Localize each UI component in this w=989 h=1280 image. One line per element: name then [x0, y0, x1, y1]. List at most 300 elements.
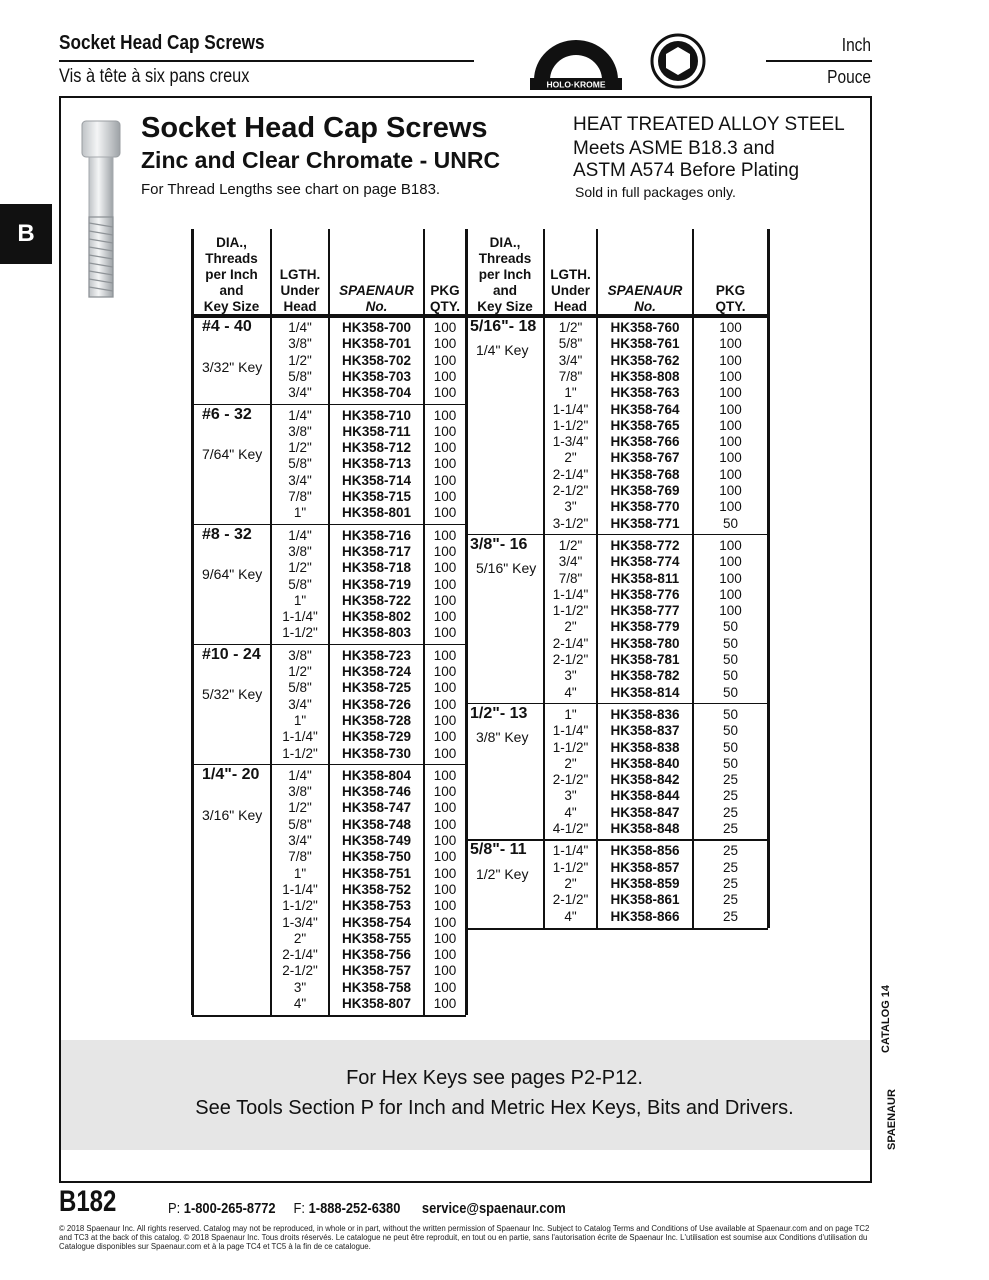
table-bottom-rule [192, 1015, 466, 1017]
row-qty: 100 [433, 963, 457, 979]
table-header-length: LGTH. [279, 267, 321, 282]
row-qty: 100 [719, 352, 742, 368]
row-length: 7/8" [288, 489, 312, 504]
row-length: 7/8" [558, 368, 583, 384]
row-part-number: HK358-751 [341, 865, 412, 881]
notice-box [61, 1040, 870, 1150]
row-part-number: HK358-838 [610, 739, 680, 755]
row-qty: 50 [722, 515, 739, 531]
row-length: 1/2" [288, 800, 312, 816]
row-part-number: HK358-729 [341, 729, 412, 745]
section-tab: B [0, 204, 52, 264]
group-diameter: 1/4"- 20 [202, 765, 260, 783]
row-qty: 100 [433, 560, 457, 576]
group-key-size: 3/8" Key [476, 729, 529, 746]
spec-material: HEAT TREATED ALLOY STEEL [573, 114, 845, 135]
group-diameter: 5/8"- 11 [470, 841, 527, 859]
row-part-number: HK358-763 [610, 385, 680, 401]
row-qty: 100 [433, 745, 457, 761]
row-length: 1" [293, 712, 307, 728]
row-qty: 100 [433, 930, 457, 946]
row-qty: 100 [719, 466, 742, 482]
row-length: 4" [293, 996, 307, 1011]
group-diameter: #10 - 24 [202, 645, 261, 663]
row-part-number: HK358-776 [610, 586, 680, 602]
row-length: 3/8" [288, 647, 312, 663]
row-length: 2" [564, 450, 577, 466]
screw-image [80, 117, 124, 302]
row-qty: 100 [433, 527, 457, 543]
holo-krome-logo [528, 32, 624, 92]
row-qty: 100 [433, 898, 457, 914]
row-part-number: HK358-814 [610, 684, 680, 700]
row-qty: 100 [719, 603, 742, 619]
table-header-dia: per Inch [205, 267, 258, 282]
fax-label: F: [293, 1200, 306, 1217]
table-header-dia: per Inch [478, 267, 532, 282]
row-part-number: HK358-856 [610, 843, 680, 859]
row-qty: 100 [433, 816, 457, 832]
row-length: 3/4" [288, 696, 312, 712]
row-part-number: HK358-702 [341, 352, 412, 368]
row-length: 4" [564, 684, 577, 700]
column-rule [270, 229, 272, 1015]
row-length: 1" [293, 865, 307, 881]
row-qty: 100 [719, 570, 742, 586]
row-part-number: HK358-779 [610, 619, 680, 635]
group-key-size: 3/32" Key [202, 358, 263, 375]
table-header-dia: and [219, 283, 244, 298]
row-part-number: HK358-804 [341, 767, 412, 783]
row-qty: 100 [433, 576, 457, 592]
row-length: 3/4" [558, 554, 583, 570]
table-header-rule [466, 314, 768, 316]
column-rule [767, 229, 770, 928]
row-part-number: HK358-728 [341, 712, 412, 728]
group-key-size: 5/32" Key [202, 686, 263, 703]
legal-text: © 2018 Spaenaur Inc. All rights reserved. Catalog may not be reproduced, in whole or in part, without the written permission of Spaenaur Inc. Subject to Catalog Terms and Conditions of Use available at Spaenaur.com and on page TC2 and TC3 at the back of this catalog. © 2018 Spaenaur Inc. Tous droits réservés. Le catalogue ne peut être reproduit, en tout ou en partie, sans l'autorisation écrite de Spaenaur Inc. L'utilisation est soumise aux Conditions d'utilisation du Catalogue disponibles sur Spaenaur.com et à la page TC4 et TC5 à la fin de ce catalogue. [59, 1224, 870, 1251]
row-part-number: HK358-761 [610, 336, 680, 352]
row-length: 1/2" [288, 440, 312, 456]
row-qty: 100 [719, 336, 742, 352]
group-key-size: 9/64" Key [202, 566, 263, 583]
row-part-number: HK358-711 [342, 423, 411, 439]
table-header-part: SPAENAUR [339, 283, 414, 298]
row-length: 1-1/2" [552, 739, 589, 755]
row-length: 2-1/2" [552, 483, 589, 498]
header-title-en: Socket Head Cap Screws [59, 32, 265, 54]
row-length: 1/2" [288, 664, 312, 679]
row-length: 5/8" [288, 680, 312, 696]
row-qty: 50 [722, 684, 739, 700]
row-part-number: HK358-758 [341, 979, 412, 995]
row-qty: 100 [433, 456, 457, 472]
row-qty: 100 [719, 368, 742, 384]
row-length: 1" [293, 505, 307, 521]
row-part-number: HK358-718 [341, 560, 412, 576]
row-part-number: HK358-757 [341, 963, 412, 979]
fax-number: 1-888-252-6380 [308, 1200, 401, 1217]
row-part-number: HK358-808 [610, 368, 680, 384]
row-length: 2-1/2" [552, 892, 589, 908]
row-part-number: HK358-807 [341, 996, 412, 1011]
row-qty: 25 [722, 788, 739, 804]
row-part-number: HK358-774 [610, 554, 680, 570]
row-length: 3/4" [288, 472, 312, 488]
row-length: 1-3/4" [282, 914, 318, 930]
row-qty: 100 [433, 865, 457, 881]
row-qty: 100 [433, 385, 457, 401]
row-length: 3-1/2" [552, 515, 589, 531]
group-diameter: #6 - 32 [202, 405, 252, 423]
group-diameter: 5/16"- 18 [470, 318, 537, 335]
row-qty: 100 [433, 947, 457, 963]
row-part-number: HK358-811 [610, 570, 680, 586]
row-part-number: HK358-715 [341, 489, 412, 504]
row-part-number: HK358-837 [610, 723, 680, 739]
row-qty: 50 [722, 755, 739, 771]
row-part-number: HK358-723 [341, 647, 412, 663]
row-part-number: HK358-803 [341, 625, 412, 641]
row-part-number: HK358-725 [341, 680, 412, 696]
row-part-number: HK358-716 [341, 527, 412, 543]
group-key-size: 3/16" Key [202, 806, 263, 823]
header-unit-en: Inch [841, 35, 871, 55]
group-diameter: #4 - 40 [202, 318, 252, 335]
group-key-size: 7/64" Key [202, 446, 263, 463]
column-rule [191, 229, 194, 1015]
row-length: 2-1/2" [282, 963, 318, 979]
table-header-length: Head [553, 299, 588, 314]
row-length: 3" [564, 668, 577, 684]
row-part-number: HK358-861 [610, 892, 680, 908]
row-qty: 100 [433, 712, 457, 728]
notice-line-1: For Hex Keys see pages P2-P12. [346, 1067, 643, 1089]
phone-number[interactable]: 1-800-265-8772 [183, 1200, 276, 1217]
group-diameter: 1/2"- 13 [470, 704, 528, 722]
row-length: 1-1/4" [282, 609, 318, 625]
row-part-number: HK358-769 [610, 483, 680, 498]
row-qty: 100 [719, 385, 742, 401]
row-qty: 25 [722, 821, 739, 836]
row-part-number: HK358-857 [610, 859, 680, 875]
table-header-qty: PKG [715, 283, 746, 298]
row-qty: 100 [433, 833, 457, 848]
row-part-number: HK358-753 [341, 898, 412, 914]
row-length: 3/8" [288, 784, 312, 800]
product-subtitle: Zinc and Clear Chromate - UNRC [141, 147, 501, 173]
row-length: 5/8" [288, 576, 312, 592]
row-part-number: HK358-847 [610, 804, 680, 820]
table-header-part: No. [634, 299, 656, 314]
row-qty: 25 [722, 892, 739, 908]
row-length: 2" [564, 755, 577, 771]
row-length: 3/8" [288, 543, 312, 559]
row-part-number: HK358-747 [341, 800, 412, 816]
table-header-qty: PKG [430, 283, 460, 298]
parts-tables [192, 229, 769, 1009]
row-length: 3/4" [288, 385, 312, 401]
row-part-number: HK358-704 [341, 385, 412, 401]
row-part-number: HK358-840 [610, 755, 680, 771]
row-qty: 100 [433, 881, 457, 897]
row-qty: 100 [433, 664, 457, 679]
row-qty: 25 [722, 875, 739, 891]
notice-line-2: See Tools Section P for Inch and Metric Hex Keys, Bits and Drivers. [195, 1097, 794, 1119]
row-qty: 100 [433, 489, 457, 504]
table-header-rule [192, 314, 466, 316]
row-qty: 100 [719, 434, 742, 450]
row-qty: 100 [433, 800, 457, 816]
row-qty: 50 [722, 619, 739, 635]
row-qty: 100 [433, 647, 457, 663]
row-length: 1-1/4" [552, 723, 589, 739]
row-length: 3" [564, 788, 577, 804]
row-part-number: HK358-770 [610, 499, 680, 515]
row-qty: 100 [433, 407, 457, 423]
row-qty: 100 [719, 483, 742, 498]
product-note: For Thread Lengths see chart on page B183. [141, 181, 441, 198]
row-part-number: HK358-717 [341, 543, 412, 559]
table-header-length: Head [283, 299, 317, 314]
column-rule [543, 229, 545, 928]
row-length: 3/4" [558, 352, 583, 368]
table-header-dia: DIA., [216, 235, 247, 250]
column-rule [423, 229, 425, 1015]
row-part-number: HK358-713 [341, 456, 412, 472]
row-qty: 100 [433, 914, 457, 930]
row-part-number: HK358-842 [610, 772, 680, 788]
row-length: 5/8" [288, 816, 312, 832]
page-number: B182 [59, 1185, 117, 1218]
table-header-length: LGTH. [550, 267, 591, 282]
row-part-number: HK358-746 [341, 784, 412, 800]
table-header-part: No. [365, 299, 388, 314]
row-length: 4-1/2" [552, 821, 589, 836]
email-link[interactable]: service@spaenaur.com [421, 1200, 566, 1217]
row-length: 3" [564, 499, 577, 515]
row-length: 3/8" [288, 423, 312, 439]
table-header-qty: QTY. [715, 299, 746, 314]
spec-standard-2: ASTM A574 Before Plating [573, 160, 800, 181]
row-qty: 100 [433, 440, 457, 456]
row-part-number: HK358-765 [610, 417, 680, 433]
row-part-number: HK358-866 [610, 908, 680, 924]
row-part-number: HK358-764 [610, 401, 680, 417]
row-qty: 100 [433, 592, 457, 608]
row-qty: 100 [433, 336, 457, 352]
row-part-number: HK358-703 [341, 368, 412, 384]
row-part-number: HK358-714 [341, 472, 412, 488]
table-header-dia: Threads [205, 251, 258, 266]
row-part-number: HK358-730 [341, 745, 412, 761]
row-length: 2-1/2" [552, 772, 589, 788]
table-header-part: SPAENAUR [607, 283, 683, 298]
row-length: 2" [293, 930, 307, 946]
row-part-number: HK358-724 [341, 664, 412, 679]
row-length: 2" [564, 619, 577, 635]
row-part-number: HK358-844 [610, 788, 680, 804]
row-length: 1-1/2" [552, 859, 589, 875]
row-length: 1-1/2" [552, 417, 589, 433]
row-qty: 100 [433, 472, 457, 488]
row-length: 4" [564, 908, 577, 924]
row-length: 1-1/4" [552, 843, 589, 859]
row-length: 1-1/4" [552, 401, 589, 417]
table-header-length: Under [280, 283, 320, 298]
row-part-number: HK358-750 [341, 849, 412, 865]
row-part-number: HK358-802 [341, 609, 412, 625]
row-qty: 50 [722, 668, 739, 684]
row-part-number: HK358-726 [341, 696, 412, 712]
row-qty: 100 [433, 784, 457, 800]
row-qty: 100 [433, 996, 457, 1011]
row-length: 7/8" [558, 570, 583, 586]
row-qty: 100 [433, 609, 457, 625]
row-part-number: HK358-722 [341, 592, 412, 608]
row-length: 3/8" [288, 336, 312, 352]
row-length: 1/4" [288, 407, 312, 423]
group-key-size: 1/2" Key [476, 865, 529, 882]
row-qty: 100 [433, 979, 457, 995]
row-qty: 100 [433, 352, 457, 368]
column-rule [692, 229, 694, 928]
product-title: Socket Head Cap Screws [141, 112, 488, 144]
spec-standard-1: Meets ASME B18.3 and [573, 138, 775, 159]
row-qty: 100 [433, 696, 457, 712]
row-length: 1-3/4" [552, 434, 589, 450]
row-qty: 50 [722, 652, 739, 667]
row-qty: 25 [722, 772, 739, 788]
row-length: 1-1/4" [282, 881, 318, 897]
hex-socket-icon [650, 33, 706, 89]
logo-text: HOLO·KROME [546, 79, 606, 90]
row-length: 2-1/4" [552, 635, 589, 651]
row-qty: 50 [722, 635, 739, 651]
row-part-number: HK358-782 [610, 668, 680, 684]
row-part-number: HK358-766 [610, 434, 680, 450]
row-length: 1/4" [288, 527, 312, 543]
row-part-number: HK358-701 [341, 336, 412, 352]
row-part-number: HK358-801 [341, 505, 412, 521]
row-qty: 50 [722, 739, 739, 755]
row-qty: 100 [433, 680, 457, 696]
row-qty: 25 [722, 843, 739, 859]
row-length: 1-1/2" [282, 625, 318, 641]
table-header-dia: Key Size [477, 299, 533, 314]
row-length: 1-1/2" [282, 745, 318, 761]
row-length: 1/4" [288, 767, 312, 783]
phone-label: P: [168, 1200, 181, 1217]
row-qty: 100 [719, 554, 742, 570]
row-part-number: HK358-719 [341, 576, 412, 592]
row-length: 2-1/2" [552, 652, 589, 667]
side-catalog-label: CATALOG 14 [880, 984, 892, 1053]
row-part-number: HK358-752 [341, 881, 412, 897]
row-length: 1-1/2" [552, 603, 589, 619]
table-header-qty: QTY. [429, 299, 461, 314]
row-length: 1/2" [558, 537, 583, 553]
row-part-number: HK358-771 [610, 515, 680, 531]
row-length: 1/2" [288, 352, 312, 368]
row-length: 3" [293, 979, 307, 995]
table-bottom-rule [466, 928, 768, 930]
row-part-number: HK358-859 [610, 875, 680, 891]
side-brand-label: SPAENAUR [886, 1089, 898, 1150]
row-part-number: HK358-768 [610, 466, 680, 482]
row-part-number: HK358-760 [610, 320, 680, 335]
row-qty: 100 [719, 499, 742, 515]
row-part-number: HK358-712 [341, 440, 412, 456]
row-length: 2-1/4" [552, 466, 589, 482]
row-qty: 25 [722, 859, 739, 875]
row-length: 1" [293, 592, 307, 608]
table-header-length: Under [550, 283, 591, 298]
row-part-number: HK358-762 [610, 352, 680, 368]
header-unit-fr: Pouce [827, 67, 871, 87]
row-part-number: HK358-836 [610, 706, 680, 722]
row-length: 2-1/4" [282, 947, 318, 963]
row-length: 7/8" [288, 849, 312, 865]
group-key-size: 5/16" Key [476, 560, 537, 577]
row-qty: 50 [722, 706, 739, 722]
row-length: 1-1/2" [282, 898, 318, 914]
row-length: 1-1/4" [552, 586, 589, 602]
row-qty: 50 [722, 723, 739, 739]
column-rule [328, 229, 330, 1015]
row-qty: 100 [719, 417, 742, 433]
row-qty: 100 [433, 625, 457, 641]
row-qty: 100 [719, 586, 742, 602]
table-header-dia: DIA., [489, 235, 521, 250]
table-header-dia: Key Size [203, 299, 260, 314]
row-qty: 100 [433, 423, 457, 439]
row-qty: 100 [433, 543, 457, 559]
row-length: 1/2" [288, 560, 312, 576]
row-length: 1" [564, 385, 577, 401]
row-length: 1" [564, 706, 577, 722]
row-qty: 100 [719, 450, 742, 466]
row-part-number: HK358-748 [341, 816, 412, 832]
header-rule-right [766, 60, 872, 62]
group-diameter: #8 - 32 [202, 525, 252, 543]
row-qty: 25 [722, 804, 739, 820]
row-length: 2" [564, 875, 577, 891]
row-qty: 100 [433, 767, 457, 783]
header-title-fr: Vis à tête à six pans creux [59, 66, 250, 87]
row-qty: 25 [722, 908, 739, 924]
row-part-number: HK358-772 [610, 537, 680, 553]
row-length: 4" [564, 804, 577, 820]
row-qty: 100 [719, 537, 742, 553]
row-qty: 100 [433, 320, 457, 335]
row-part-number: HK358-755 [341, 930, 412, 946]
row-qty: 100 [433, 505, 457, 521]
row-length: 1-1/4" [282, 729, 318, 745]
row-part-number: HK358-754 [341, 914, 412, 930]
spec-package-note: Sold in full packages only. [575, 184, 736, 200]
footer-contact [168, 1200, 566, 1217]
header-rule-left [59, 60, 474, 62]
row-qty: 100 [719, 320, 742, 335]
row-part-number: HK358-848 [610, 821, 680, 836]
table-header-dia: Threads [478, 251, 532, 266]
row-length: 5/8" [288, 456, 312, 472]
row-length: 5/8" [558, 336, 583, 352]
row-length: 5/8" [288, 368, 312, 384]
row-qty: 100 [433, 729, 457, 745]
row-length: 1/4" [288, 320, 312, 335]
